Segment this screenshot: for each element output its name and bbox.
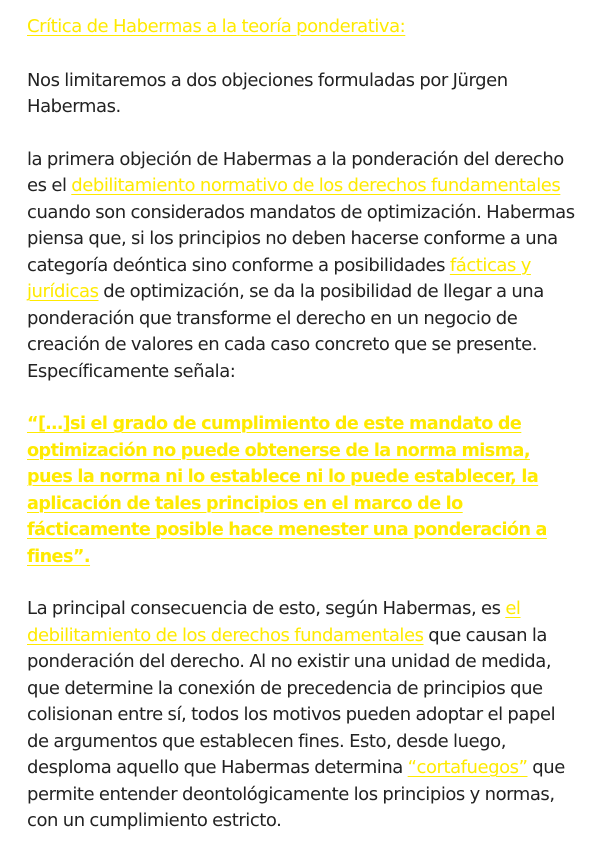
consequence-text-2: que causan la ponderación del derecho. Al no existir una unidad de medida, que determine la conexión de precedencia de principios que colisionan entre sí, todos los motivos pueden adoptar el papel de argumentos que establecen fines. Esto, desde luego, desploma aquello que Habermas determina [27, 624, 556, 778]
consequence-text-3: que permite entender deontológicamente los principios y normas, con un cumplimiento estricto. [27, 757, 565, 831]
first-objection-text-1: la primera objeción de Habermas a la ponderación del derecho es el [27, 148, 564, 196]
intro-paragraph: Nos limitaremos a dos objeciones formuladas por Jürgen Habermas. [27, 69, 508, 117]
first-objection-paragraph [27, 147, 580, 386]
section-title [27, 14, 580, 41]
section-title-text: Crítica de Habermas a la teoría ponderativa: [27, 16, 406, 37]
highlight-firewalls: “cortafuegos” [407, 757, 528, 778]
highlight-factual-legal: fácticas y jurídicas [27, 254, 531, 302]
first-objection-text-2: cuando son considerados mandatos de optimización. Habermas piensa que, si los principios no deben hacerse conforme a una categoría deóntica sino conforme a posibilidades [27, 201, 575, 276]
first-objection-text-3: de optimización, se da la posibilidad de llegar a una ponderación que transforme el derecho en un negocio de creación de valores en cada caso concreto que se presente. Específicamente señala: [27, 281, 544, 382]
habermas-quote: “[…]si el grado de cumplimiento de este mandato de optimización no puede obtenerse de la norma misma, pues la norma ni lo establece ni lo puede establecer, la aplicación de tales principios en el marco de lo fácticamente posible hace menester una ponderación a fines”. [27, 414, 547, 567]
highlight-rights-weakening: el debilitamiento de los derechos fundamentales [27, 598, 521, 646]
highlight-normative-weakening: debilitamiento normativo de los derechos fundamentales [71, 175, 561, 196]
consequence-paragraph [27, 596, 580, 835]
consequence-text-1: La principal consecuencia de esto, según Habermas, es [27, 598, 506, 619]
